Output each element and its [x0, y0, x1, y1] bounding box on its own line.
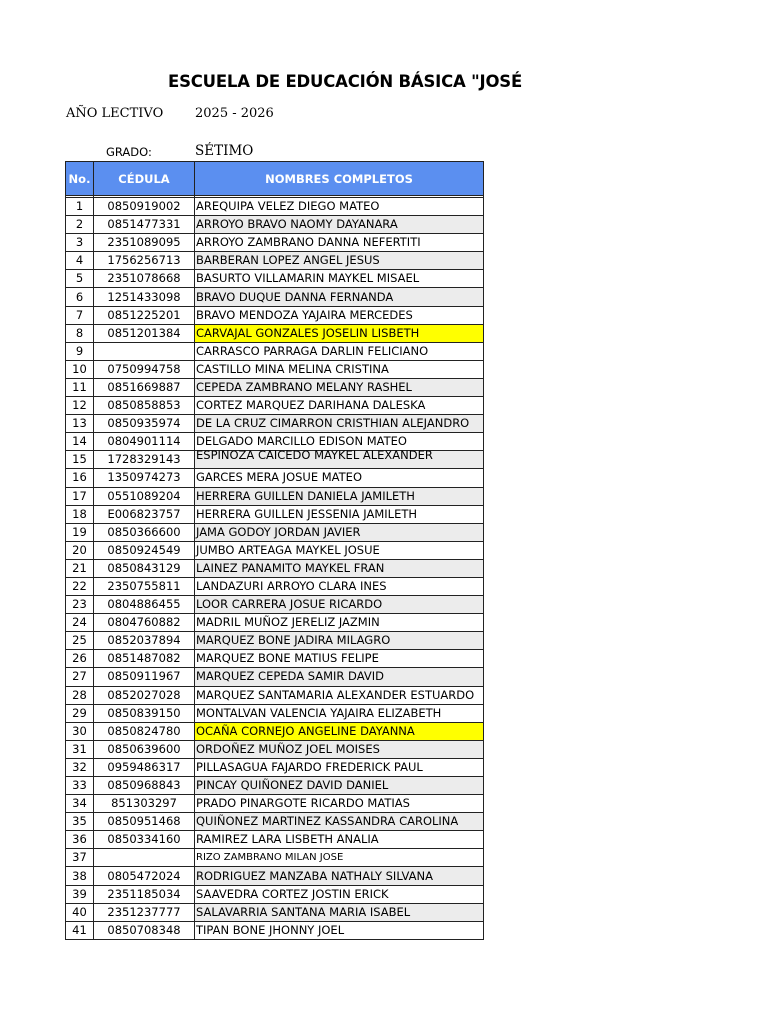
table-row: [66, 198, 484, 216]
student-name: MARQUEZ CEPEDA SAMIR DAVID: [195, 668, 484, 686]
student-name: RIZO ZAMBRANO MILAN JOSE: [195, 849, 484, 867]
student-name: CORTEZ MARQUEZ DARIHANA DALESKA: [195, 397, 484, 415]
student-name: HERRERA GUILLEN DANIELA JAMILETH: [195, 487, 484, 505]
student-name: BARBERAN LOPEZ ANGEL JESUS: [195, 252, 484, 270]
student-id: 0804886455: [94, 596, 195, 614]
student-name: ORDOÑEZ MUÑOZ JOEL MOISES: [195, 740, 484, 758]
student-name: CEPEDA ZAMBRANO MELANY RASHEL: [195, 378, 484, 396]
table-row: [66, 378, 484, 396]
student-name: LOOR CARRERA JOSUE RICARDO: [195, 596, 484, 614]
student-id: 0850824780: [94, 722, 195, 740]
school-title: ESCUELA DE EDUCACIÓN BÁSICA "JOSÉ: [168, 72, 523, 91]
student-id: 0805472024: [94, 867, 195, 885]
table-row: [66, 668, 484, 686]
column-header-name: NOMBRES COMPLETOS: [195, 162, 484, 196]
row-number: 4: [66, 252, 94, 270]
row-number: 13: [66, 415, 94, 433]
student-id: 0551089204: [94, 487, 195, 505]
student-id: 1251433098: [94, 288, 195, 306]
student-id: E006823757: [94, 505, 195, 523]
table-row: [66, 650, 484, 668]
student-name: JUMBO ARTEAGA MAYKEL JOSUE: [195, 541, 484, 559]
table-row: [66, 849, 484, 867]
student-id: 0850708348: [94, 921, 195, 939]
student-id: 0852037894: [94, 632, 195, 650]
student-name: CARVAJAL GONZALES JOSELIN LISBETH: [195, 324, 484, 342]
student-id: 0850366600: [94, 523, 195, 541]
student-id: 2351078668: [94, 270, 195, 288]
grade-label: GRADO:: [106, 145, 152, 159]
row-number: 35: [66, 813, 94, 831]
table-row: [66, 487, 484, 505]
row-number: 3: [66, 234, 94, 252]
student-name: CARRASCO PARRAGA DARLIN FELICIANO: [195, 342, 484, 360]
student-id: 0850839150: [94, 704, 195, 722]
table-row: [66, 795, 484, 813]
row-number: 39: [66, 885, 94, 903]
student-id: 0850919002: [94, 198, 195, 216]
row-number: 30: [66, 722, 94, 740]
table-row: [66, 234, 484, 252]
table-row: [66, 704, 484, 722]
student-id: 1756256713: [94, 252, 195, 270]
student-id: 0851487082: [94, 650, 195, 668]
student-id: 0804901114: [94, 433, 195, 451]
row-number: 12: [66, 397, 94, 415]
row-number: 37: [66, 849, 94, 867]
row-number: 2: [66, 216, 94, 234]
row-number: 33: [66, 777, 94, 795]
table-row: [66, 342, 484, 360]
student-name: SALAVARRIA SANTANA MARIA ISABEL: [195, 903, 484, 921]
student-id: 0852027028: [94, 686, 195, 704]
table-header-row: [66, 162, 484, 196]
student-id: 0750994758: [94, 360, 195, 378]
row-number: 27: [66, 668, 94, 686]
student-id: 2351237777: [94, 903, 195, 921]
table-row: [66, 523, 484, 541]
table-row: [66, 306, 484, 324]
student-id: 0851477331: [94, 216, 195, 234]
student-name: MARQUEZ BONE JADIRA MILAGRO: [195, 632, 484, 650]
student-id: 0850911967: [94, 668, 195, 686]
table-row: [66, 596, 484, 614]
student-id: 1350974273: [94, 469, 195, 487]
student-name: QUIÑONEZ MARTINEZ KASSANDRA CAROLINA: [195, 813, 484, 831]
row-number: 31: [66, 740, 94, 758]
row-number: 22: [66, 577, 94, 595]
row-number: 25: [66, 632, 94, 650]
row-number: 8: [66, 324, 94, 342]
student-name: CASTILLO MINA MELINA CRISTINA: [195, 360, 484, 378]
student-name: JAMA GODOY JORDAN JAVIER: [195, 523, 484, 541]
row-number: 36: [66, 831, 94, 849]
column-header-number: No.: [66, 162, 94, 196]
row-number: 15: [66, 451, 94, 469]
table-row: [66, 360, 484, 378]
row-number: 26: [66, 650, 94, 668]
table-row: [66, 903, 484, 921]
student-id: 0850858853: [94, 397, 195, 415]
table-row: [66, 813, 484, 831]
student-roster-table: [65, 161, 484, 940]
student-name: AREQUIPA VELEZ DIEGO MATEO: [195, 198, 484, 216]
school-year-value: 2025 - 2026: [195, 106, 274, 121]
student-name: LANDAZURI ARROYO CLARA INES: [195, 577, 484, 595]
student-id: 0850951468: [94, 813, 195, 831]
student-name: MONTALVAN VALENCIA YAJAIRA ELIZABETH: [195, 704, 484, 722]
student-name: SAAVEDRA CORTEZ JOSTIN ERICK: [195, 885, 484, 903]
table-row: [66, 469, 484, 487]
row-number: 16: [66, 469, 94, 487]
student-id: 2351089095: [94, 234, 195, 252]
row-number: 20: [66, 541, 94, 559]
student-id: 851303297: [94, 795, 195, 813]
row-number: 40: [66, 903, 94, 921]
table-body: [66, 196, 484, 940]
student-id: 0850639600: [94, 740, 195, 758]
row-number: 32: [66, 758, 94, 776]
table-row: [66, 740, 484, 758]
student-name: MARQUEZ BONE MATIUS FELIPE: [195, 650, 484, 668]
student-name: PRADO PINARGOTE RICARDO MATIAS: [195, 795, 484, 813]
row-number: 1: [66, 198, 94, 216]
row-number: 9: [66, 342, 94, 360]
student-name: BASURTO VILLAMARIN MAYKEL MISAEL: [195, 270, 484, 288]
row-number: 23: [66, 596, 94, 614]
table-row: [66, 777, 484, 795]
row-number: 10: [66, 360, 94, 378]
student-id: 2351185034: [94, 885, 195, 903]
table-row: [66, 686, 484, 704]
student-name: HERRERA GUILLEN JESSENIA JAMILETH: [195, 505, 484, 523]
student-id: 0851225201: [94, 306, 195, 324]
student-id: 0851201384: [94, 324, 195, 342]
table-row: [66, 867, 484, 885]
table-row: [66, 831, 484, 849]
student-name: ARROYO BRAVO NAOMY DAYANARA: [195, 216, 484, 234]
row-number: 29: [66, 704, 94, 722]
table-row: [66, 885, 484, 903]
student-id: 0850843129: [94, 559, 195, 577]
student-name: BRAVO DUQUE DANNA FERNANDA: [195, 288, 484, 306]
row-number: 38: [66, 867, 94, 885]
student-id: 0850935974: [94, 415, 195, 433]
student-id: 2350755811: [94, 577, 195, 595]
student-name: ARROYO ZAMBRANO DANNA NEFERTITI: [195, 234, 484, 252]
student-id: [94, 342, 195, 360]
table-row: [66, 577, 484, 595]
table-row: [66, 505, 484, 523]
student-name: RODRIGUEZ MANZABA NATHALY SILVANA: [195, 867, 484, 885]
row-number: 21: [66, 559, 94, 577]
row-number: 24: [66, 614, 94, 632]
student-name: RAMIREZ LARA LISBETH ANALIA: [195, 831, 484, 849]
table-row: [66, 541, 484, 559]
table-row: [66, 614, 484, 632]
student-name: PINCAY QUIÑONEZ DAVID DANIEL: [195, 777, 484, 795]
student-id: 0804760882: [94, 614, 195, 632]
student-id: 1728329143: [94, 451, 195, 469]
student-name: MADRIL MUÑOZ JERELIZ JAZMIN: [195, 614, 484, 632]
student-id: 0850968843: [94, 777, 195, 795]
row-number: 14: [66, 433, 94, 451]
row-number: 11: [66, 378, 94, 396]
student-id: [94, 849, 195, 867]
table-row: [66, 415, 484, 433]
table-row: [66, 252, 484, 270]
table-row: [66, 270, 484, 288]
student-id: 0850334160: [94, 831, 195, 849]
student-name: DE LA CRUZ CIMARRON CRISTHIAN ALEJANDRO: [195, 415, 484, 433]
student-name: TIPAN BONE JHONNY JOEL: [195, 921, 484, 939]
student-name: BRAVO MENDOZA YAJAIRA MERCEDES: [195, 306, 484, 324]
student-name: ESPINOZA CAICEDO MAYKEL ALEXANDER: [195, 451, 484, 469]
table-row: [66, 397, 484, 415]
student-id: 0959486317: [94, 758, 195, 776]
row-number: 6: [66, 288, 94, 306]
student-name: OCAÑA CORNEJO ANGELINE DAYANNA: [195, 722, 484, 740]
row-number: 34: [66, 795, 94, 813]
row-number: 5: [66, 270, 94, 288]
school-year-label: AÑO LECTIVO: [66, 106, 164, 121]
student-id: 0850924549: [94, 541, 195, 559]
table-row: [66, 324, 484, 342]
table-row: [66, 216, 484, 234]
row-number: 18: [66, 505, 94, 523]
table-row: [66, 559, 484, 577]
table-row: [66, 921, 484, 939]
row-number: 41: [66, 921, 94, 939]
student-id: 0851669887: [94, 378, 195, 396]
student-name: MARQUEZ SANTAMARIA ALEXANDER ESTUARDO: [195, 686, 484, 704]
row-number: 7: [66, 306, 94, 324]
table-row: [66, 758, 484, 776]
student-name: PILLASAGUA FAJARDO FREDERICK PAUL: [195, 758, 484, 776]
student-name: GARCES MERA JOSUE MATEO: [195, 469, 484, 487]
grade-value: SÉTIMO: [195, 143, 254, 159]
table-row: [66, 722, 484, 740]
row-number: 28: [66, 686, 94, 704]
student-name: LAINEZ PANAMITO MAYKEL FRAN: [195, 559, 484, 577]
school-title-container: [168, 72, 523, 91]
column-header-id: CÉDULA: [94, 162, 195, 196]
student-name: DELGADO MARCILLO EDISON MATEO: [195, 433, 484, 451]
table-row: [66, 451, 484, 469]
table-row: [66, 632, 484, 650]
row-number: 17: [66, 487, 94, 505]
row-number: 19: [66, 523, 94, 541]
table-row: [66, 288, 484, 306]
